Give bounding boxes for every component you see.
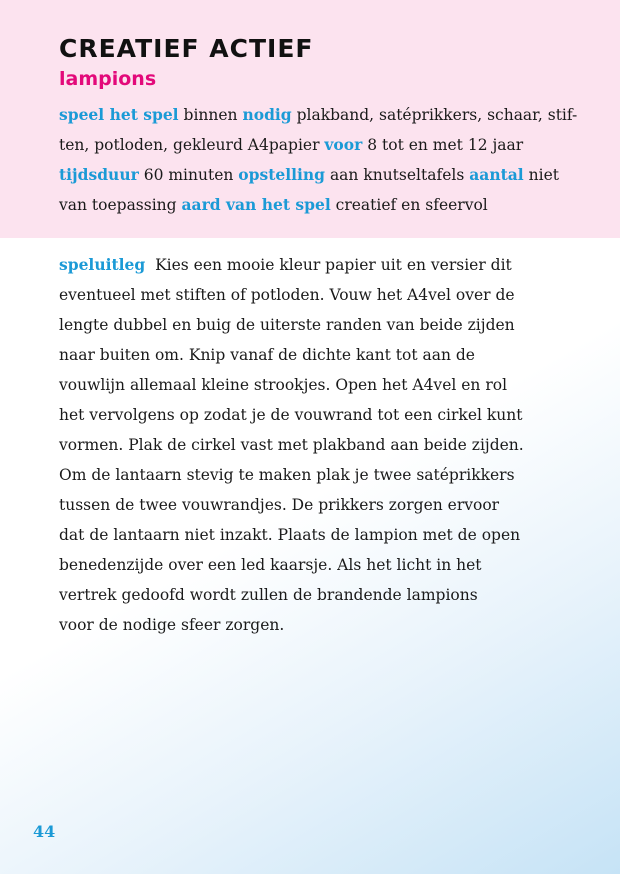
instructions-line: vormen. Plak de cirkel vast met plakband aan beide zijden. — [59, 436, 524, 454]
page-number: 44 — [33, 822, 56, 841]
instructions-line: vertrek gedoofd wordt zullen de brandende lampions — [59, 586, 478, 604]
meta-keyword: opstelling — [238, 165, 325, 184]
instructions-line: benedenzijde over een led kaarsje. Als het licht in het — [59, 556, 482, 574]
meta-value: binnen — [183, 106, 238, 124]
meta-value: van toepassing — [59, 196, 177, 214]
game-title: lampions — [59, 68, 157, 90]
instructions-line: Om de lantaarn stevig te maken plak je twee satéprikkers — [59, 466, 515, 484]
meta-keyword: tijdsduur — [59, 165, 139, 184]
meta-value: 60 minuten — [143, 166, 234, 184]
instructions-label: speluitleg — [59, 255, 146, 274]
meta-line-3 — [59, 160, 569, 190]
meta-value: aan knutseltafels — [329, 166, 465, 184]
game-meta — [59, 100, 578, 220]
meta-value: 8 tot en met 12 jaar — [367, 136, 524, 154]
meta-line-2 — [59, 130, 569, 160]
instructions-text: Kies een mooie kleur papier uit en versier dit — [155, 256, 512, 274]
instructions-line: het vervolgens op zodat je de vouwrand tot een cirkel kunt — [59, 406, 523, 424]
instructions-line: tussen de twee vouwrandjes. De prikkers zorgen ervoor — [59, 496, 500, 514]
meta-value: ten, potloden, gekleurd A4papier — [59, 136, 320, 154]
meta-keyword: voor — [324, 135, 363, 154]
meta-value: creatief en sfeervol — [335, 196, 488, 214]
meta-line-4 — [59, 190, 569, 220]
instructions-line: lengte dubbel en buig de uiterste randen van beide zijden — [59, 316, 515, 334]
meta-keyword: aantal — [469, 165, 524, 184]
category-heading: CREATIEF ACTIEF — [59, 34, 314, 63]
instructions-line: eventueel met stiften of potloden. Vouw het A4vel over de — [59, 286, 515, 304]
instructions-body — [59, 250, 569, 640]
instructions-line — [59, 250, 569, 280]
meta-keyword: nodig — [242, 105, 292, 124]
instructions-line: dat de lantaarn niet inzakt. Plaats de lampion met de open — [59, 526, 521, 544]
meta-keyword: aard van het spel — [181, 195, 331, 214]
instructions-line: vouwlijn allemaal kleine strookjes. Open het A4vel en rol — [59, 376, 508, 394]
instructions-line: voor de nodige sfeer zorgen. — [59, 616, 285, 634]
meta-value: niet — [528, 166, 559, 184]
meta-value: plakband, satéprikkers, schaar, stif- — [296, 106, 578, 124]
meta-keyword: speel het spel — [59, 105, 179, 124]
meta-line-1 — [59, 100, 578, 130]
instructions-line: naar buiten om. Knip vanaf de dichte kant tot aan de — [59, 346, 475, 364]
header-band — [0, 0, 620, 238]
